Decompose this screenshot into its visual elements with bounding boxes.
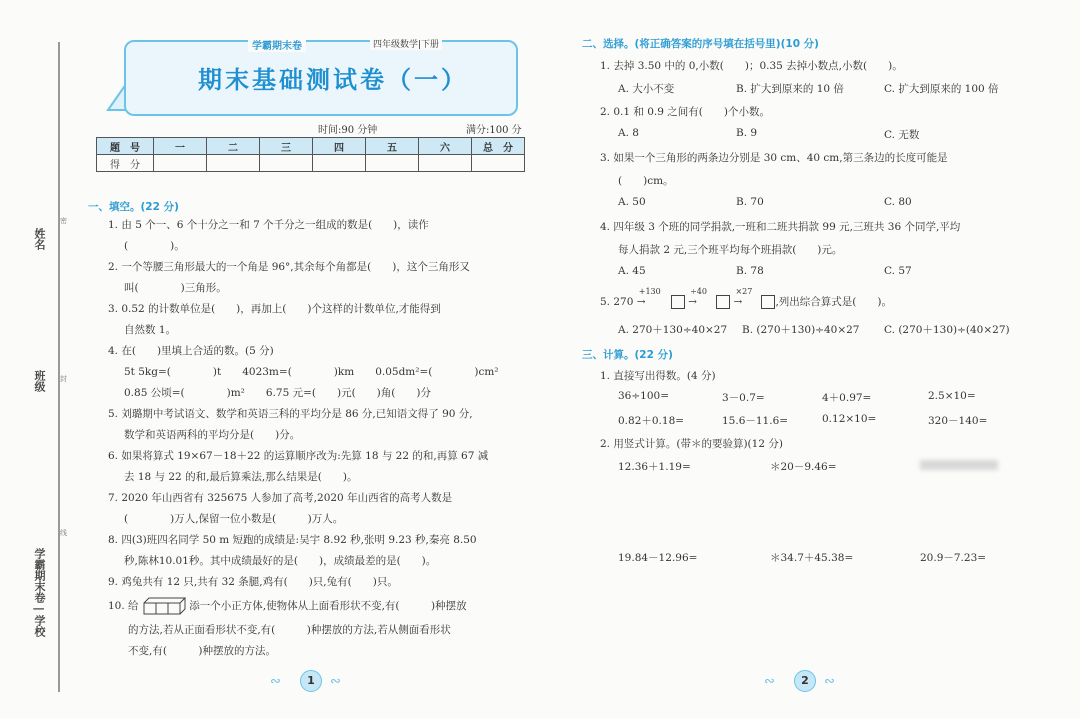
choice-option: C. 无数 <box>884 129 920 141</box>
question-line: ( )万人,保留一位小数是( )万人。 <box>124 513 344 525</box>
arrow-op-3 <box>733 287 761 308</box>
page-title: 期末基础测试卷（一） <box>198 66 468 94</box>
choice-q1: 1. 去掉 3.50 中的 0,小数( )；0.35 去掉小数点,小数( )。 <box>600 60 903 72</box>
calc-item: 2.5×10= <box>928 390 976 402</box>
question-line: 5. 刘璐期中考试语文、数学和英语三科的平均分是 86 分,已知语文得了 90 分, <box>108 408 473 420</box>
arrow-op-1-label: +130 <box>638 287 661 296</box>
score-cell[interactable] <box>313 155 366 172</box>
binding-mark-3: 线 <box>60 529 67 537</box>
question-line: 8. 四(3)班四名同学 50 m 短跑的成绩是:吴宇 8.92 秒,张明 9.23 秒,秦亮 8.50 <box>108 534 477 546</box>
question-line: 的方法,若从正面看形状不变,有( )种摆放的方法,若从侧面看形状 <box>128 624 451 636</box>
choice-option: B. (270＋130)÷40×27 <box>742 324 860 336</box>
score-header-cell: 四 <box>313 138 366 155</box>
score-header-cell: 二 <box>207 138 260 155</box>
section-calc-title: 三、计算。(22 分) <box>582 349 673 361</box>
question-line: 1. 由 5 个一、6 个十分之一和 7 个千分之一组成的数是( )，读作 <box>108 219 429 231</box>
score-cell[interactable] <box>207 155 260 172</box>
arrow-icon: → <box>636 296 646 308</box>
blank-box-icon <box>671 295 685 309</box>
score-header-cell: 总 分 <box>472 138 525 155</box>
choice-q3-cont: ( )cm。 <box>618 175 674 187</box>
binding-name-label: 姓名 <box>33 228 46 250</box>
flourish-right-icon: ∾ <box>824 674 835 689</box>
section-fill-blank-title: 一、填空。(22 分) <box>88 201 179 213</box>
binding-mark-1: 密 <box>60 217 67 225</box>
score-row-label: 得 分 <box>97 155 154 172</box>
question-line: 秒,陈林10.01秒。其中成绩最好的是( )，成绩最差的是( )。 <box>124 555 437 567</box>
arrow-op-2 <box>688 287 716 308</box>
question-line: 7. 2020 年山西省有 325675 人参加了高考,2020 年山西省的高考人数是 <box>108 492 453 504</box>
choice-option: A. 50 <box>618 196 646 208</box>
question-line: 自然数 1。 <box>124 324 177 336</box>
choice-option: B. 9 <box>736 127 758 139</box>
score-header-cell: 一 <box>154 138 207 155</box>
question-line: 0.85 公顷=( )m² 6.75 元=( )元( )角( )分 <box>124 387 431 399</box>
choice-option: A. 270＋130÷40×27 <box>618 324 728 336</box>
arrow-icon: → <box>733 296 743 308</box>
binding-mark-2: 封 <box>60 375 67 383</box>
series-label: 学霸期末卷 <box>248 37 306 52</box>
question-line: 4. 在( )里填上合适的数。(5 分) <box>108 345 274 357</box>
question-10-text: 添一个小正方体,使物体从上面看形状不变,有( )种摆放 <box>189 600 467 612</box>
choice-q5 <box>600 287 892 309</box>
grade-label: 四年级数学|下册 <box>370 37 442 50</box>
time-limit: 时间:90 分钟 <box>318 125 378 136</box>
calc-item: 36÷100= <box>618 390 669 402</box>
question-line: 不变,有( )种摆放的方法。 <box>128 645 277 657</box>
choice-q2: 2. 0.1 和 0.9 之间有( )个小数。 <box>600 106 770 118</box>
score-table-score-row <box>97 155 525 172</box>
arrow-icon: → <box>688 296 697 308</box>
calc-item: 15.6－11.6= <box>722 415 789 427</box>
choice-q5-suffix: ,列出综合算式是( )。 <box>775 296 892 308</box>
choice-option: B. 70 <box>736 196 764 208</box>
calc-item: 0.82＋0.18= <box>618 415 685 427</box>
score-table <box>96 137 525 172</box>
choice-option: B. 78 <box>736 265 764 277</box>
arrow-op-3-label: ×27 <box>735 287 753 296</box>
choice-option: C. 80 <box>884 196 912 208</box>
calc-item: 12.36＋1.19= <box>618 461 691 473</box>
score-table-header-row <box>97 138 525 155</box>
score-cell[interactable] <box>419 155 472 172</box>
question-10-line <box>108 597 467 615</box>
choice-option: C. 扩大到原来的 100 倍 <box>884 83 999 95</box>
page-number-1: 1 <box>300 670 322 692</box>
page-number-2: 2 <box>794 670 816 692</box>
binding-class-label: 班级 <box>33 370 46 392</box>
binding-line <box>58 42 60 692</box>
blank-box-icon <box>716 295 730 309</box>
calc-item: 4＋0.97= <box>822 392 872 404</box>
choice-q3: 3. 如果一个三角形的两条边分别是 30 cm、40 cm,第三条边的长度可能是 <box>600 152 948 164</box>
calc-item: 19.84－12.96= <box>618 552 698 564</box>
question-line: 叫( )三角形。 <box>124 282 227 294</box>
question-line: 数学和英语两科的平均分是( )分。 <box>124 429 301 441</box>
choice-q5-prefix: 5. 270 <box>600 296 634 308</box>
question-line: 3. 0.52 的计数单位是( )，再加上( )个这样的计数单位,才能得到 <box>108 303 441 315</box>
question-line: ( )。 <box>124 240 185 252</box>
question-line: 2. 一个等腰三角形最大的一个角是 96°,其余每个角都是( )，这个三角形又 <box>108 261 470 273</box>
calc-q2: 2. 用竖式计算。(带＊的要验算)(12 分) <box>600 438 783 450</box>
score-cell[interactable] <box>154 155 207 172</box>
score-header-cell: 三 <box>260 138 313 155</box>
score-header-cell: 五 <box>366 138 419 155</box>
choice-option: A. 45 <box>618 265 646 277</box>
binding-school-label: 学霸期末卷 | 学校 <box>33 548 46 637</box>
score-header-cell: 六 <box>419 138 472 155</box>
arrow-op-2-label: ÷40 <box>690 287 707 296</box>
choice-option: A. 8 <box>618 127 639 139</box>
choice-option: C. (270＋130)÷(40×27) <box>884 324 1010 336</box>
arrow-op-1 <box>636 287 671 308</box>
score-cell[interactable] <box>366 155 419 172</box>
score-cell[interactable] <box>260 155 313 172</box>
choice-q4: 4. 四年级 3 个班的同学捐款,一班和二班共捐款 99 元,三班共 36 个同学,平均 <box>600 221 961 233</box>
blurred-item <box>920 460 998 470</box>
score-header-cell: 题 号 <box>97 138 154 155</box>
choice-option: A. 大小不变 <box>618 83 675 95</box>
blank-box-icon <box>761 295 775 309</box>
calc-item: ＊34.7＋45.38= <box>770 552 854 564</box>
calc-item: 20.9－7.23= <box>920 552 987 564</box>
flourish-left-icon: ∾ <box>764 674 775 689</box>
question-line: 去 18 与 22 的和,最后算乘法,那么结果是( )。 <box>124 471 358 483</box>
score-cell[interactable] <box>472 155 525 172</box>
choice-q4-cont: 每人捐款 2 元,三个班平均每个班捐款( )元。 <box>618 244 843 256</box>
question-line: 5t 5kg=( )t 4023m=( )km 0.05dm²=( )cm² <box>124 366 499 378</box>
calc-q1: 1. 直接写出得数。(4 分) <box>600 370 716 382</box>
calc-item: 3－0.7= <box>722 392 765 404</box>
calc-item: 320－140= <box>928 415 988 427</box>
full-score: 满分:100 分 <box>466 125 522 136</box>
question-10-prefix: 10. 给 <box>108 600 139 612</box>
flourish-left-icon: ∾ <box>270 674 281 689</box>
question-line: 6. 如果将算式 19×67－18＋22 的运算顺序改为:先算 18 与 22 的和,再算 67 减 <box>108 450 489 462</box>
section-choice-title: 二、选择。(将正确答案的序号填在括号里)(10 分) <box>582 38 819 50</box>
cubes-figure-icon <box>142 597 186 615</box>
flourish-right-icon: ∾ <box>330 674 341 689</box>
calc-item: 0.12×10= <box>822 413 877 425</box>
choice-option: C. 57 <box>884 265 912 277</box>
calc-item: ＊20－9.46= <box>770 461 837 473</box>
question-line: 9. 鸡兔共有 12 只,共有 32 条腿,鸡有( )只,兔有( )只。 <box>108 576 398 588</box>
choice-option: B. 扩大到原来的 10 倍 <box>736 83 844 95</box>
